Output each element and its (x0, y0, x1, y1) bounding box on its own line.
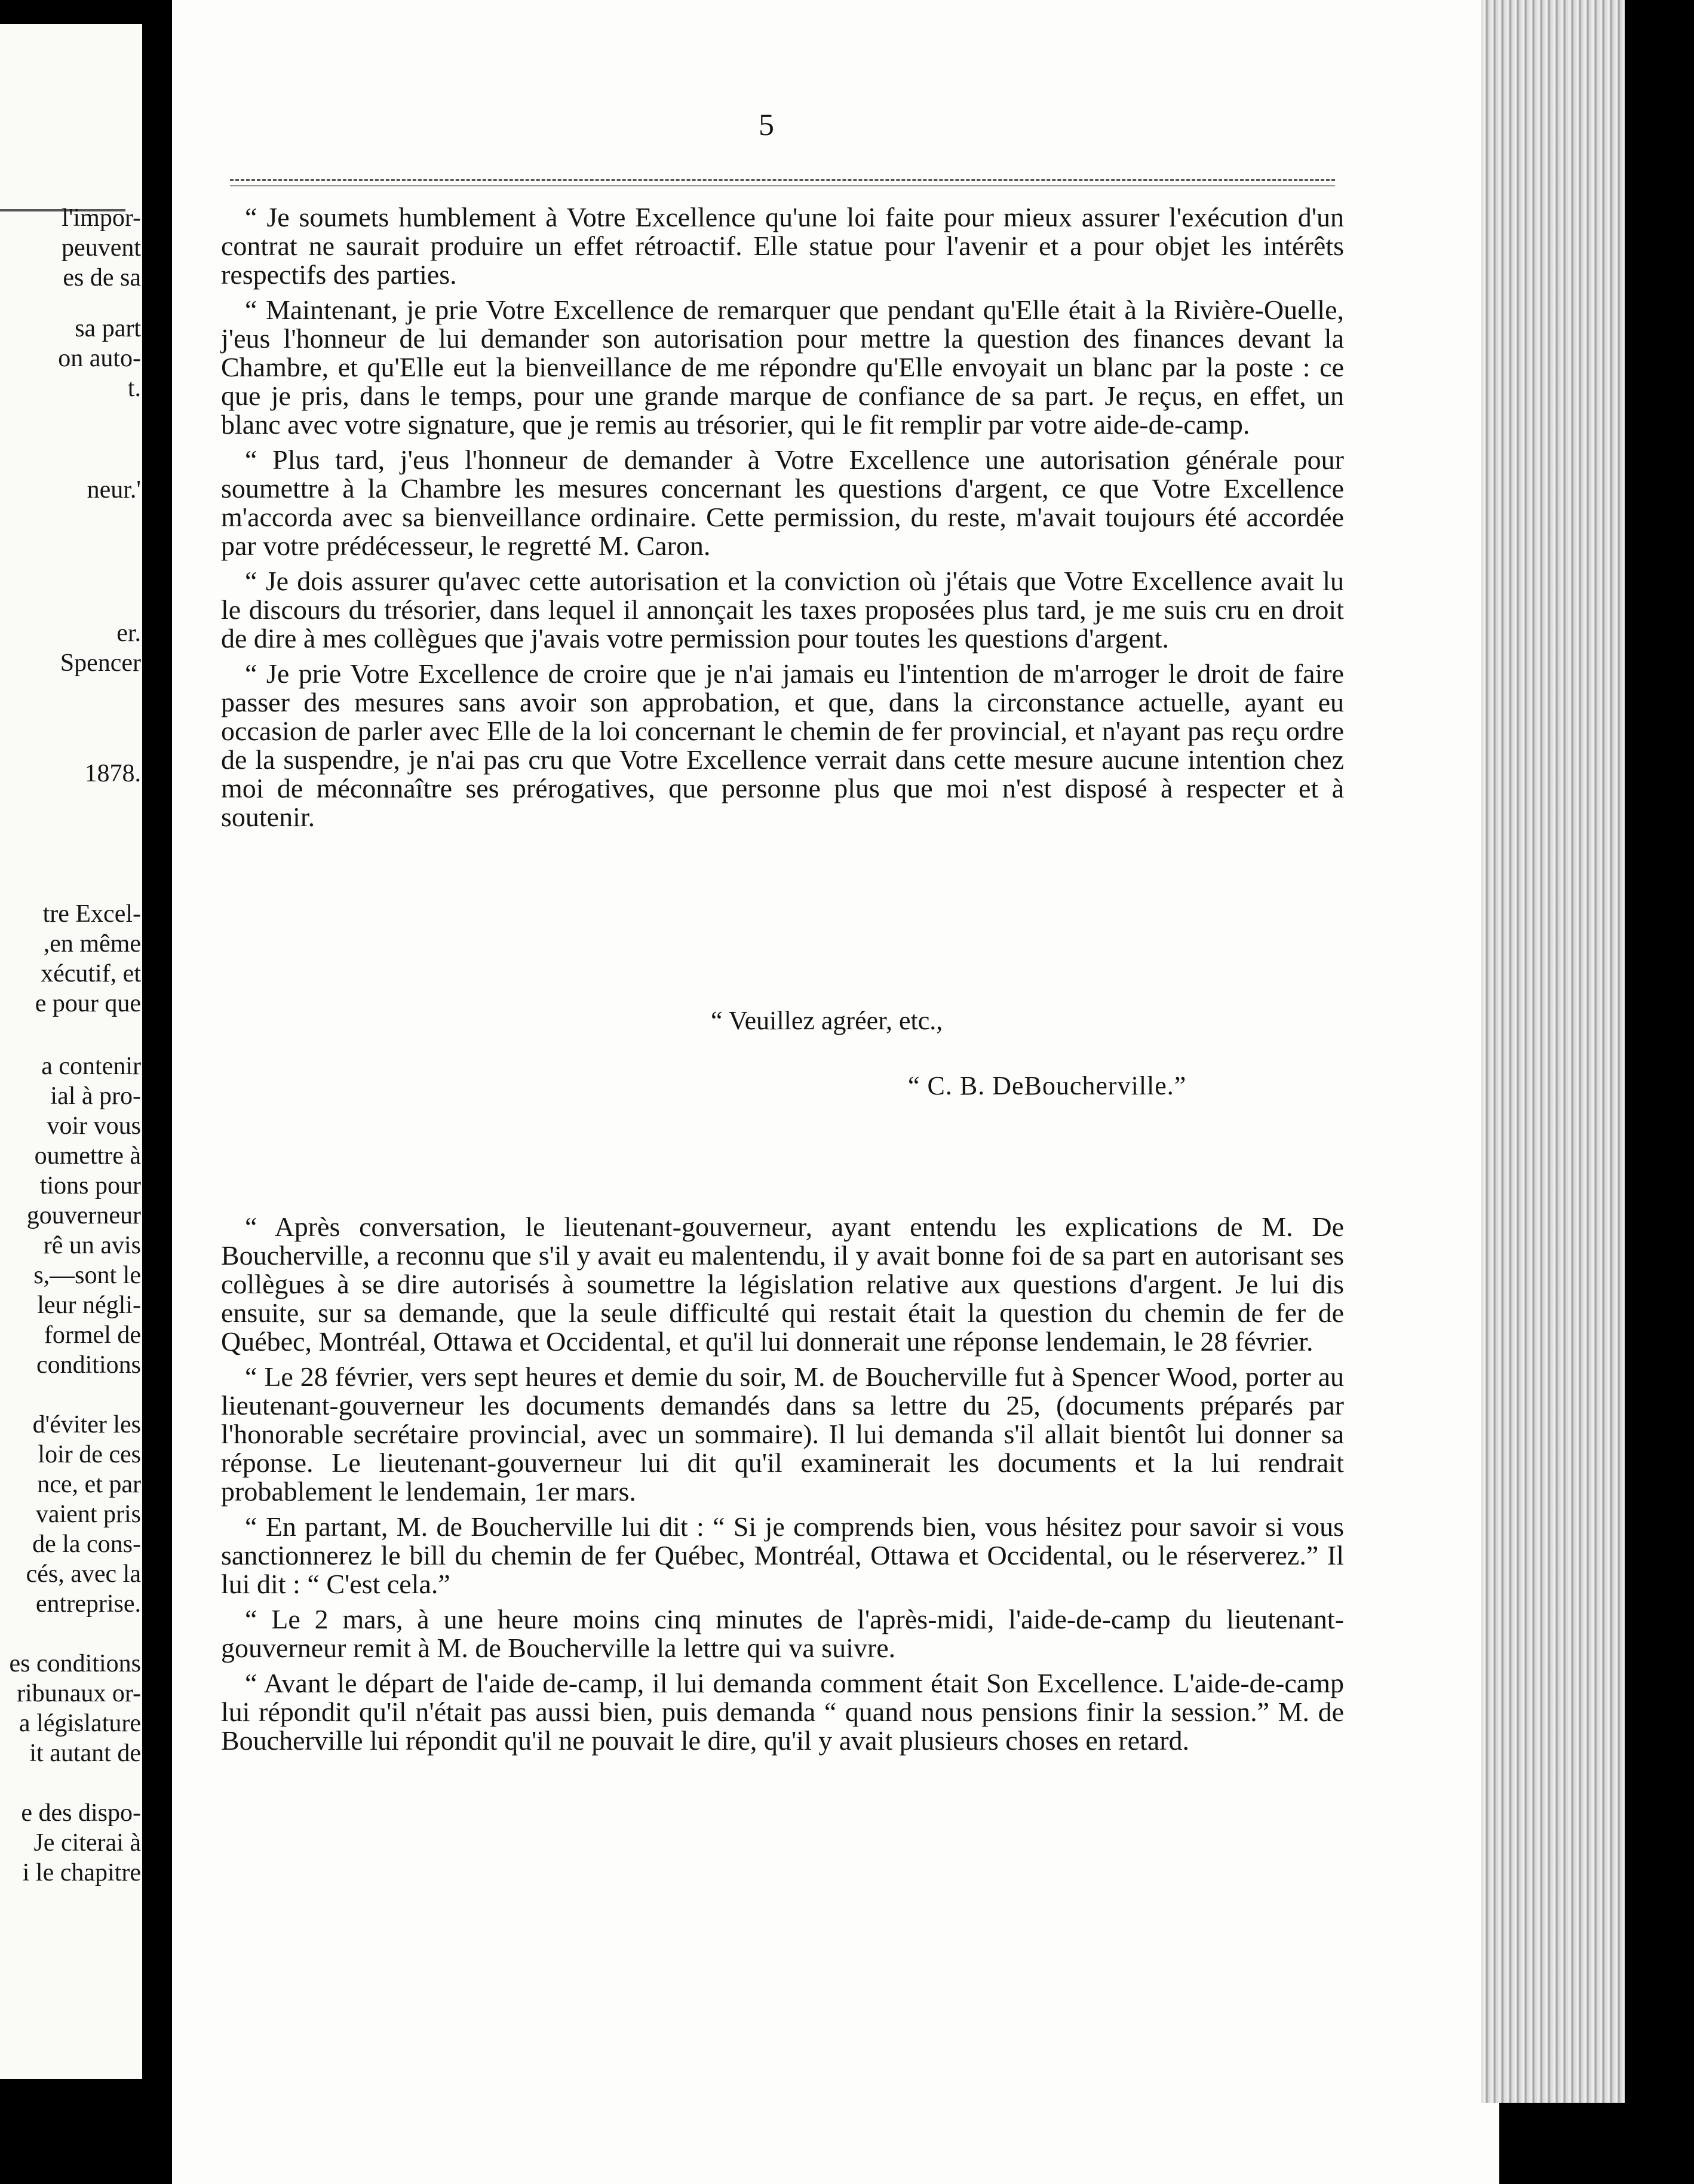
letter-paragraph: “ Je prie Votre Excellence de croire que je n'ai jamais eu l'intention de m'arroger le droit de faire passer des mesures sans avoir son approbation, et que, dans la circonstance actuelle, ayant eu occasion de parler avec Elle de la loi concernant le chemin de fer provincial, et n'ayant pas reçu ordre de la suspendre, je n'ai pas cru que Votre Excellence verrait dans cette mesure aucune intention chez moi de méconnaître ses prérogatives, que personne plus que moi n'est disposé à respecter et à soutenir. (221, 658, 1344, 832)
letter-body (221, 203, 1344, 838)
left-page-line: er. (116, 619, 141, 647)
letter-paragraph: “ Je soumets humblement à Votre Excellence qu'une loi faite pour mieux assurer l'exécution d'un contrat ne saurait produire un effet rétroactif. Elle statue pour l'avenir et a pour objet les intérêts respectifs des parties. (221, 202, 1344, 290)
left-page-line: ial à pro- (50, 1082, 141, 1110)
left-page-line: vaient pris (35, 1501, 141, 1528)
left-page-line: gouverneur (26, 1202, 141, 1229)
narrative-paragraph: “ Le 2 mars, à une heure moins cinq minutes de l'après-midi, l'aide-de-camp du lieutenant-gouverneur remit à M. de Boucherville la lettre qui va suivre. (221, 1604, 1344, 1663)
left-page-line: neur.' (87, 476, 141, 504)
left-page-line: it autant de (29, 1740, 141, 1767)
left-page-line: s,—sont le (33, 1262, 141, 1289)
left-page-line: 1878. (84, 760, 141, 787)
narrative-paragraph: “ En partant, M. de Boucherville lui dit : “ Si je comprends bien, vous hésitez pour savoir si vous sanctionnerez le bill du chemin de fer Québec, Montréal, Ottawa et Occidental, ou le réserverez.” Il lui dit : “ C'est cela.” (221, 1511, 1344, 1599)
left-page-line: es de sa (63, 264, 141, 292)
page-edges (1481, 0, 1625, 2103)
left-page-line: Spencer (60, 649, 141, 677)
book-gutter (142, 0, 172, 2184)
left-page-line: nce, et par (37, 1471, 141, 1498)
narrative-paragraph: “ Le 28 février, vers sept heures et demie du soir, M. de Boucherville fut à Spencer Wood, porter au lieutenant-gouverneur les documents demandés dans sa lettre du 25, (documents préparés par l'honorable secrétaire provincial, avec un sommaire). Il lui demanda s'il allait bientôt lui donner sa réponse. Le lieutenant-gouverneur lui dit qu'il examinerait les documents et la lui rendrait probablement le lendemain, 1er mars. (221, 1361, 1344, 1507)
header-rule-secondary (230, 185, 1335, 186)
left-page-line: ribunaux or- (17, 1680, 141, 1707)
left-page-line: de la cons- (32, 1530, 141, 1558)
left-page-line: rê un avis (43, 1232, 141, 1259)
letter-paragraph: “ Maintenant, je prie Votre Excellence de remarquer que pendant qu'Elle était à la Rivière-Ouelle, j'eus l'honneur de lui demander son autorisation pour mettre la question des finances devant la Chambre, et qu'Elle eut la bienveillance de me répondre qu'Elle envoyait un blanc par la poste : ce que je pris, dans le temps, pour une grande marque de confiance de sa part. Je reçus, en effet, un blanc avec votre signature, que je remis au trésorier, qui le fit remplir par votre aide-de-camp. (221, 295, 1344, 440)
left-page-fragment (0, 24, 142, 2079)
left-page-line: e des dispo- (21, 1799, 141, 1827)
left-page-line: a contenir (41, 1053, 141, 1080)
narrative-paragraph: “ Après conversation, le lieutenant-gouverneur, ayant entendu les explications de M. De Boucherville, a reconnu que s'il y avait eu malentendu, il y avait bonne foi de sa part en autorisant ses collègues à se dire autorisés à soumettre la législation relative aux questions d'argent. Je lui dis ensuite, sur sa demande, que la seule difficulté qui restait était la question du chemin de fer de Québec, Montréal, Ottawa et Occidental, et qu'il lui donnerait une réponse lendemain, le 28 février. (221, 1211, 1344, 1357)
narrative-body (221, 1213, 1344, 1762)
left-page-line: a législature (19, 1710, 141, 1737)
letter-paragraph: “ Plus tard, j'eus l'honneur de demander à Votre Excellence une autorisation générale pour soumettre à la Chambre les mesures concernant les questions d'argent, ce que Votre Excellence m'accorda avec sa bienveillance ordinaire. Cette permission, du reste, m'avait toujours été accordée par votre prédécesseur, le regretté M. Caron. (221, 444, 1344, 561)
left-page-line: l'impor- (62, 204, 141, 232)
header-rule (230, 179, 1335, 181)
left-page-line: on auto- (58, 345, 141, 372)
left-page-line: formel de (44, 1321, 141, 1349)
left-page-line: cés, avec la (26, 1560, 141, 1588)
left-page-line: Je citerai à (33, 1829, 141, 1857)
narrative-paragraph: “ Avant le départ de l'aide de-camp, il lui demanda comment était Son Excellence. L'aide-de-camp lui répondit qu'il n'était pas aussi bien, puis demanda “ quand nous pensions finir la session.” M. de Boucherville lui répondit qu'il ne pouvait le dire, qu'il y avait plusieurs choses en retard. (221, 1668, 1344, 1756)
book-edge-shadow (1625, 0, 1694, 2184)
left-page-line: ,en même (43, 930, 141, 958)
letter-closing: “ Veuillez agréer, etc., (711, 1006, 943, 1035)
left-page-line: loir de ces (38, 1441, 141, 1468)
left-page-line: conditions (36, 1351, 141, 1379)
left-page-line: d'éviter les (32, 1411, 141, 1438)
left-page-line: voir vous (47, 1112, 141, 1140)
left-page-line: peuvent (62, 234, 141, 262)
left-page-line: i le chapitre (22, 1859, 141, 1887)
left-page-line: leur négli- (37, 1292, 141, 1319)
letter-signature: “ C. B. DeBoucherville.” (908, 1071, 1187, 1100)
left-page-line: t. (127, 375, 141, 402)
left-page-line: e pour que (35, 990, 141, 1017)
left-page-line: tions pour (39, 1172, 141, 1200)
left-page-line: sa part (75, 315, 141, 342)
left-page-line: tre Excel- (42, 900, 141, 928)
left-page-line: entreprise. (35, 1590, 141, 1618)
page-number: 5 (759, 108, 774, 142)
left-page-line: xécutif, et (41, 960, 141, 987)
left-page-line: es conditions (9, 1650, 141, 1677)
letter-paragraph: “ Je dois assurer qu'avec cette autorisation et la conviction où j'étais que Votre Excellence avait lu le discours du trésorier, dans lequel il annonçait les taxes proposées plus tard, je me suis cru en droit de dire à mes collègues que j'avais votre permission pour toutes les questions d'argent. (221, 566, 1344, 654)
left-page-line: oumettre à (34, 1142, 141, 1170)
